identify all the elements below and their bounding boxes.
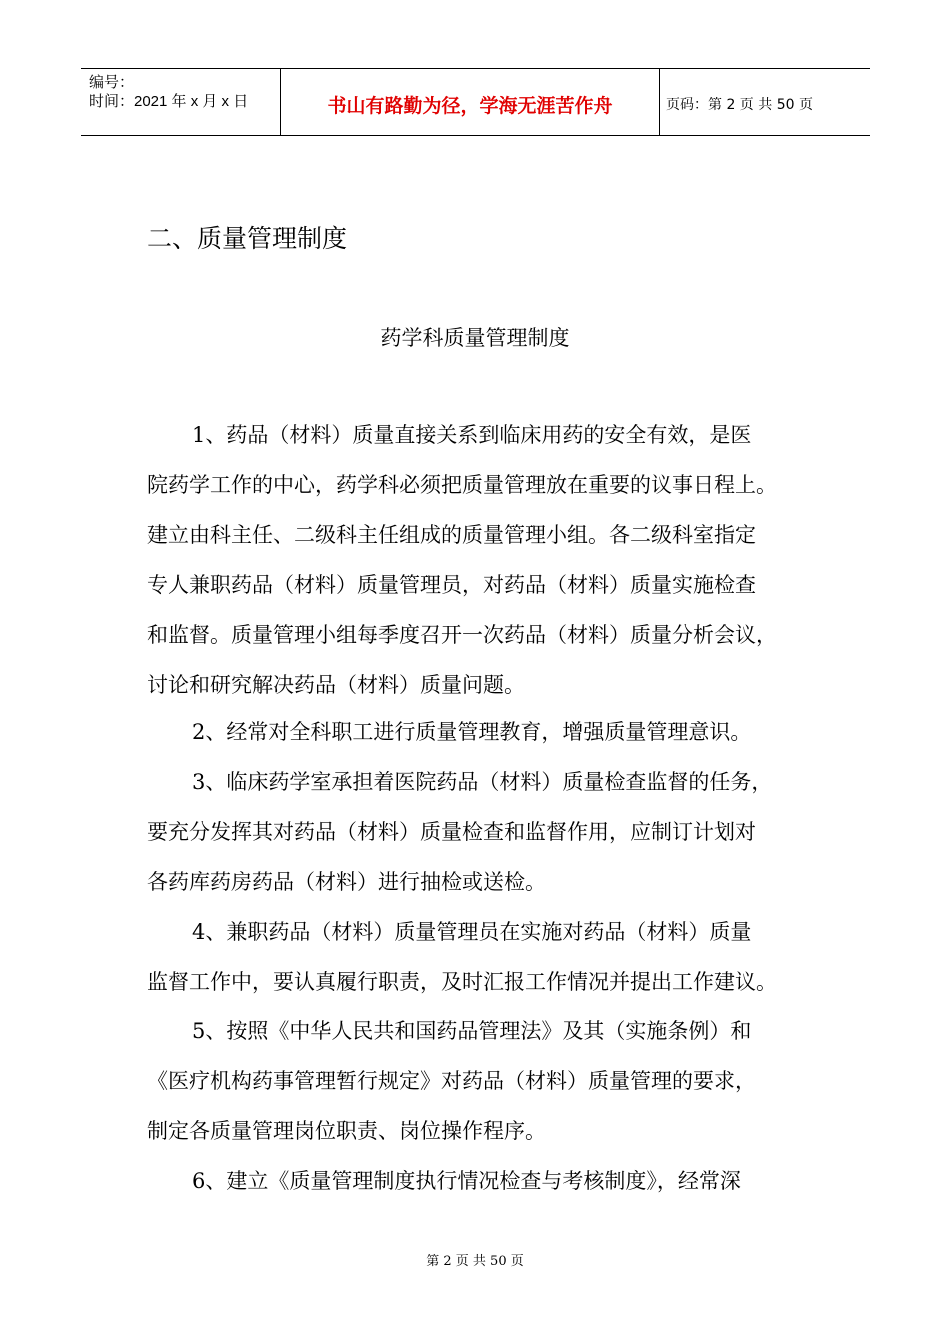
paragraph-line: 监督工作中，要认真履行职责，及时汇报工作情况并提出工作建议。 <box>147 970 777 994</box>
paragraph-line: 各药库药房药品（材料）进行抽检或送检。 <box>147 870 546 894</box>
number-label: 编号： <box>89 74 135 91</box>
document-title: 药学科质量管理制度 <box>380 326 570 350</box>
paragraph-line: 3、临床药学室承担着医院药品（材料）质量检查监督的任务， <box>192 770 773 794</box>
paragraph-line: 5、按照《中华人民共和国药品管理法》及其（实施条例）和 <box>192 1019 752 1043</box>
section-title: 二、质量管理制度 <box>147 224 348 253</box>
paragraph-line: 和监督。质量管理小组每季度召开一次药品（材料）质量分析会议， <box>147 623 777 647</box>
paragraph-line: 4、兼职药品（材料）质量管理员在实施对药品（材料）质量 <box>192 920 752 944</box>
page-footer: 第 2 页 共 50 页 <box>426 1254 524 1269</box>
paragraph-line: 1、药品（材料）质量直接关系到临床用药的安全有效，是医 <box>192 423 752 447</box>
document-header <box>81 68 870 136</box>
paragraph-line: 建立由科主任、二级科主任组成的质量管理小组。各二级科室指定 <box>147 523 756 547</box>
time-label: 时间：2021 年 x 月 x 日 <box>89 93 249 110</box>
header-page-cell <box>660 69 870 135</box>
paragraph-line: 《医疗机构药事管理暂行规定》对药品（材料）质量管理的要求， <box>147 1069 756 1093</box>
paragraph-line: 讨论和研究解决药品（材料）质量问题。 <box>147 673 525 697</box>
motto: 书山有路勤为径，学海无涯苦作舟 <box>327 95 613 117</box>
paragraph-line: 制定各质量管理岗位职责、岗位操作程序。 <box>147 1119 546 1143</box>
page-info: 页码：第 2 页 共 50 页 <box>666 97 813 113</box>
paragraph-line: 院药学工作的中心，药学科必须把质量管理放在重要的议事日程上。 <box>147 473 777 497</box>
paragraph-line: 专人兼职药品（材料）质量管理员，对药品（材料）质量实施检查 <box>147 573 756 597</box>
header-motto-cell <box>281 69 660 135</box>
paragraph-line: 要充分发挥其对药品（材料）质量检查和监督作用，应制订计划对 <box>147 820 756 844</box>
paragraph-line: 2、经常对全科职工进行质量管理教育，增强质量管理意识。 <box>192 720 752 744</box>
paragraph-line: 6、建立《质量管理制度执行情况检查与考核制度》，经常深 <box>192 1169 741 1193</box>
header-meta-cell <box>81 69 281 135</box>
